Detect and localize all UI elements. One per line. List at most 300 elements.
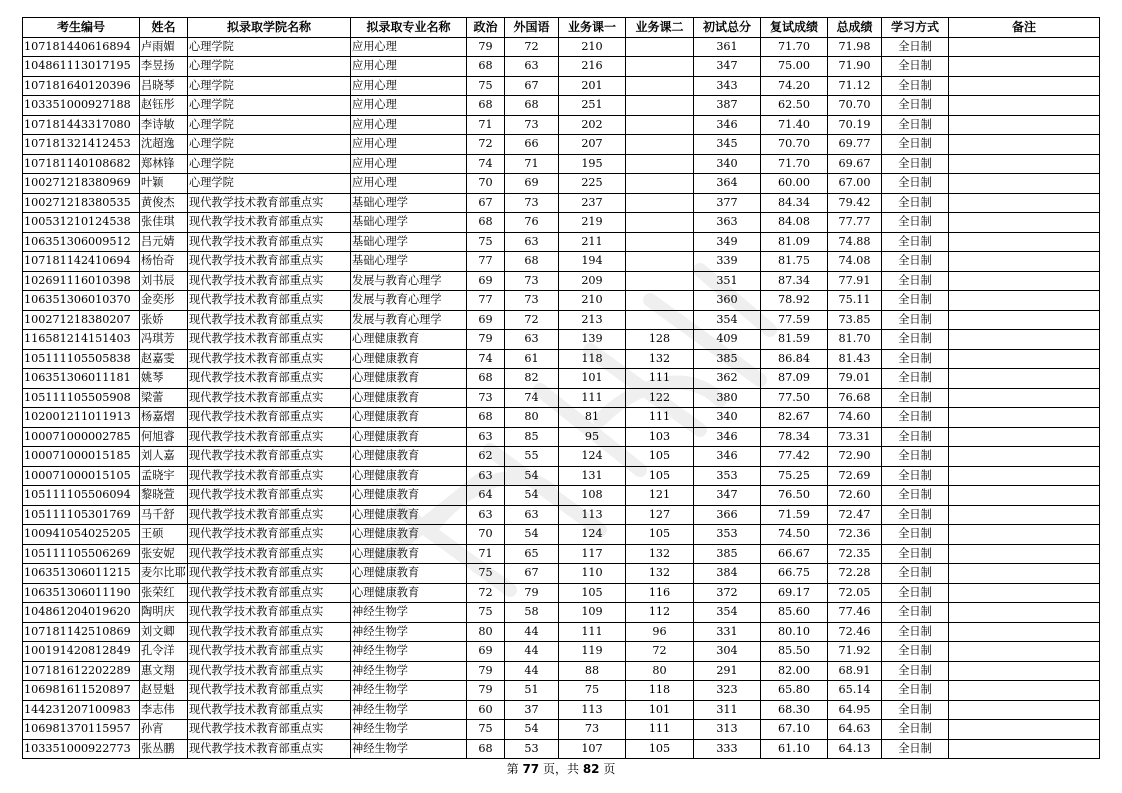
cell-retest-score: 82.00 — [761, 661, 828, 681]
cell-politics: 71 — [467, 544, 505, 564]
table-row — [23, 642, 1100, 662]
cell-politics: 68 — [467, 213, 505, 233]
cell-exam-id: 105111105301769 — [23, 505, 140, 525]
cell-exam-id: 144231207100983 — [23, 700, 140, 720]
cell-exam-id: 107181640120396 — [23, 76, 140, 96]
cell-prelim-total: 385 — [694, 544, 761, 564]
cell-prelim-total: 353 — [694, 466, 761, 486]
cell-name: 吕元婧 — [140, 232, 188, 252]
cell-name: 张娇 — [140, 310, 188, 330]
cell-total-score: 74.60 — [828, 408, 882, 428]
cell-politics: 74 — [467, 349, 505, 369]
cell-prelim-total: 351 — [694, 271, 761, 291]
cell-politics: 67 — [467, 193, 505, 213]
cell-remarks — [949, 193, 1100, 213]
cell-total-score: 76.68 — [828, 388, 882, 408]
cell-politics: 71 — [467, 115, 505, 135]
cell-major: 应用心理 — [351, 37, 467, 57]
cell-politics: 75 — [467, 232, 505, 252]
cell-study-mode: 全日制 — [882, 193, 949, 213]
cell-total-score: 77.77 — [828, 213, 882, 233]
cell-remarks — [949, 271, 1100, 291]
cell-study-mode: 全日制 — [882, 583, 949, 603]
cell-total-score: 72.47 — [828, 505, 882, 525]
cell-total-score: 73.85 — [828, 310, 882, 330]
cell-course-2 — [626, 193, 694, 213]
cell-college: 现代教学技术教育部重点实 — [188, 642, 351, 662]
cell-foreign-language: 53 — [505, 739, 559, 759]
cell-remarks — [949, 642, 1100, 662]
cell-total-score: 70.19 — [828, 115, 882, 135]
table-row — [23, 681, 1100, 701]
cell-politics: 73 — [467, 388, 505, 408]
cell-major: 心理健康教育 — [351, 427, 467, 447]
cell-exam-id: 106351306011190 — [23, 583, 140, 603]
cell-major: 心理健康教育 — [351, 486, 467, 506]
cell-major: 神经生物学 — [351, 700, 467, 720]
table-row — [23, 135, 1100, 155]
cell-retest-score: 71.70 — [761, 154, 828, 174]
cell-retest-score: 74.20 — [761, 76, 828, 96]
table-row — [23, 213, 1100, 233]
cell-course-1: 237 — [559, 193, 626, 213]
cell-college: 现代教学技术教育部重点实 — [188, 369, 351, 389]
cell-politics: 69 — [467, 271, 505, 291]
cell-prelim-total: 346 — [694, 115, 761, 135]
table-row — [23, 486, 1100, 506]
cell-remarks — [949, 174, 1100, 194]
cell-course-1: 251 — [559, 96, 626, 116]
cell-retest-score: 81.75 — [761, 252, 828, 272]
cell-prelim-total: 339 — [694, 252, 761, 272]
cell-total-score: 71.98 — [828, 37, 882, 57]
cell-foreign-language: 54 — [505, 720, 559, 740]
table-row — [23, 76, 1100, 96]
cell-total-score: 65.14 — [828, 681, 882, 701]
header-exam-id: 考生编号 — [23, 18, 140, 38]
table-row — [23, 349, 1100, 369]
cell-course-1: 210 — [559, 291, 626, 311]
cell-course-2: 122 — [626, 388, 694, 408]
cell-course-1: 113 — [559, 505, 626, 525]
cell-name: 李志伟 — [140, 700, 188, 720]
cell-prelim-total: 366 — [694, 505, 761, 525]
table-row — [23, 466, 1100, 486]
cell-course-1: 195 — [559, 154, 626, 174]
table-row — [23, 310, 1100, 330]
cell-study-mode: 全日制 — [882, 700, 949, 720]
cell-college: 现代教学技术教育部重点实 — [188, 330, 351, 350]
cell-foreign-language: 63 — [505, 232, 559, 252]
cell-college: 现代教学技术教育部重点实 — [188, 505, 351, 525]
cell-politics: 63 — [467, 427, 505, 447]
cell-study-mode: 全日制 — [882, 388, 949, 408]
cell-name: 张安妮 — [140, 544, 188, 564]
header-foreign-language: 外国语 — [505, 18, 559, 38]
cell-course-2: 116 — [626, 583, 694, 603]
cell-study-mode: 全日制 — [882, 369, 949, 389]
cell-name: 黎晓萱 — [140, 486, 188, 506]
cell-foreign-language: 82 — [505, 369, 559, 389]
cell-politics: 60 — [467, 700, 505, 720]
cell-major: 心理健康教育 — [351, 447, 467, 467]
cell-retest-score: 65.80 — [761, 681, 828, 701]
cell-remarks — [949, 622, 1100, 642]
cell-name: 赵嘉雯 — [140, 349, 188, 369]
cell-foreign-language: 54 — [505, 486, 559, 506]
cell-remarks — [949, 115, 1100, 135]
cell-course-2: 132 — [626, 544, 694, 564]
cell-college: 现代教学技术教育部重点实 — [188, 525, 351, 545]
cell-major: 神经生物学 — [351, 603, 467, 623]
cell-course-2 — [626, 271, 694, 291]
table-row — [23, 525, 1100, 545]
header-total-score: 总成绩 — [828, 18, 882, 38]
cell-retest-score: 71.70 — [761, 37, 828, 57]
cell-study-mode: 全日制 — [882, 349, 949, 369]
cell-college: 现代教学技术教育部重点实 — [188, 427, 351, 447]
cell-total-score: 72.46 — [828, 622, 882, 642]
cell-course-2 — [626, 135, 694, 155]
cell-college: 现代教学技术教育部重点实 — [188, 271, 351, 291]
cell-major: 基础心理学 — [351, 213, 467, 233]
cell-retest-score: 84.08 — [761, 213, 828, 233]
table-row — [23, 661, 1100, 681]
table-row — [23, 603, 1100, 623]
table-row — [23, 57, 1100, 77]
cell-course-2 — [626, 96, 694, 116]
cell-course-2: 105 — [626, 739, 694, 759]
cell-retest-score: 69.17 — [761, 583, 828, 603]
cell-major: 心理健康教育 — [351, 408, 467, 428]
cell-name: 金奕彤 — [140, 291, 188, 311]
cell-foreign-language: 69 — [505, 174, 559, 194]
cell-foreign-language: 54 — [505, 525, 559, 545]
cell-name: 王硕 — [140, 525, 188, 545]
cell-course-1: 211 — [559, 232, 626, 252]
cell-course-1: 108 — [559, 486, 626, 506]
cell-major: 神经生物学 — [351, 661, 467, 681]
cell-course-1: 202 — [559, 115, 626, 135]
cell-exam-id: 107181142510869 — [23, 622, 140, 642]
cell-retest-score: 78.92 — [761, 291, 828, 311]
cell-politics: 75 — [467, 720, 505, 740]
cell-total-score: 71.92 — [828, 642, 882, 662]
cell-exam-id: 105111105506094 — [23, 486, 140, 506]
cell-foreign-language: 73 — [505, 271, 559, 291]
cell-politics: 68 — [467, 739, 505, 759]
cell-remarks — [949, 544, 1100, 564]
table-row — [23, 505, 1100, 525]
cell-college: 现代教学技术教育部重点实 — [188, 583, 351, 603]
cell-major: 心理健康教育 — [351, 505, 467, 525]
cell-college: 现代教学技术教育部重点实 — [188, 213, 351, 233]
cell-politics: 74 — [467, 154, 505, 174]
cell-major: 神经生物学 — [351, 642, 467, 662]
cell-course-1: 207 — [559, 135, 626, 155]
cell-retest-score: 81.59 — [761, 330, 828, 350]
cell-name: 孟晓宇 — [140, 466, 188, 486]
cell-course-1: 194 — [559, 252, 626, 272]
cell-foreign-language: 74 — [505, 388, 559, 408]
cell-course-1: 124 — [559, 525, 626, 545]
cell-retest-score: 74.50 — [761, 525, 828, 545]
cell-prelim-total: 343 — [694, 76, 761, 96]
cell-politics: 72 — [467, 583, 505, 603]
cell-total-score: 67.00 — [828, 174, 882, 194]
cell-prelim-total: 354 — [694, 603, 761, 623]
cell-name: 刘书辰 — [140, 271, 188, 291]
cell-major: 基础心理学 — [351, 193, 467, 213]
cell-name: 李诗敏 — [140, 115, 188, 135]
cell-college: 现代教学技术教育部重点实 — [188, 564, 351, 584]
cell-name: 惠文翔 — [140, 661, 188, 681]
cell-major: 发展与教育心理学 — [351, 310, 467, 330]
cell-college: 心理学院 — [188, 37, 351, 57]
admission-table — [22, 17, 1100, 759]
cell-name: 孙宵 — [140, 720, 188, 740]
cell-prelim-total: 362 — [694, 369, 761, 389]
cell-politics: 79 — [467, 37, 505, 57]
cell-major: 神经生物学 — [351, 681, 467, 701]
header-course-2: 业务课二 — [626, 18, 694, 38]
table-row — [23, 232, 1100, 252]
cell-retest-score: 62.50 — [761, 96, 828, 116]
cell-exam-id: 105111105505838 — [23, 349, 140, 369]
cell-name: 张荣红 — [140, 583, 188, 603]
cell-exam-id: 100071000015185 — [23, 447, 140, 467]
cell-course-1: 216 — [559, 57, 626, 77]
header-course-1: 业务课一 — [559, 18, 626, 38]
cell-major: 发展与教育心理学 — [351, 271, 467, 291]
cell-foreign-language: 85 — [505, 427, 559, 447]
cell-college: 现代教学技术教育部重点实 — [188, 681, 351, 701]
cell-remarks — [949, 427, 1100, 447]
cell-total-score: 64.13 — [828, 739, 882, 759]
cell-exam-id: 100071000015105 — [23, 466, 140, 486]
cell-retest-score: 68.30 — [761, 700, 828, 720]
cell-study-mode: 全日制 — [882, 213, 949, 233]
cell-course-1: 81 — [559, 408, 626, 428]
cell-prelim-total: 304 — [694, 642, 761, 662]
header-politics: 政治 — [467, 18, 505, 38]
cell-politics: 75 — [467, 76, 505, 96]
cell-course-1: 110 — [559, 564, 626, 584]
cell-study-mode: 全日制 — [882, 76, 949, 96]
cell-major: 应用心理 — [351, 96, 467, 116]
header-study-mode: 学习方式 — [882, 18, 949, 38]
cell-course-2 — [626, 310, 694, 330]
cell-prelim-total: 346 — [694, 427, 761, 447]
cell-prelim-total: 347 — [694, 486, 761, 506]
cell-remarks — [949, 310, 1100, 330]
cell-politics: 68 — [467, 57, 505, 77]
cell-prelim-total: 409 — [694, 330, 761, 350]
cell-exam-id: 103351000922773 — [23, 739, 140, 759]
cell-foreign-language: 68 — [505, 96, 559, 116]
cell-retest-score: 71.40 — [761, 115, 828, 135]
cell-study-mode: 全日制 — [882, 154, 949, 174]
cell-total-score: 72.28 — [828, 564, 882, 584]
cell-major: 应用心理 — [351, 154, 467, 174]
cell-total-score: 81.70 — [828, 330, 882, 350]
cell-foreign-language: 73 — [505, 193, 559, 213]
table-row — [23, 720, 1100, 740]
table-row — [23, 544, 1100, 564]
cell-politics: 79 — [467, 330, 505, 350]
cell-total-score: 75.11 — [828, 291, 882, 311]
cell-politics: 77 — [467, 291, 505, 311]
cell-remarks — [949, 447, 1100, 467]
cell-name: 杨怡奇 — [140, 252, 188, 272]
cell-study-mode: 全日制 — [882, 486, 949, 506]
cell-total-score: 64.95 — [828, 700, 882, 720]
table-row — [23, 564, 1100, 584]
cell-name: 姚琴 — [140, 369, 188, 389]
header-prelim-total: 初试总分 — [694, 18, 761, 38]
cell-exam-id: 102691116010398 — [23, 271, 140, 291]
cell-college: 现代教学技术教育部重点实 — [188, 408, 351, 428]
cell-total-score: 69.67 — [828, 154, 882, 174]
table-row — [23, 96, 1100, 116]
cell-college: 心理学院 — [188, 76, 351, 96]
cell-retest-score: 67.10 — [761, 720, 828, 740]
cell-name: 郑林锋 — [140, 154, 188, 174]
cell-college: 现代教学技术教育部重点实 — [188, 447, 351, 467]
table-row — [23, 408, 1100, 428]
cell-retest-score: 86.84 — [761, 349, 828, 369]
cell-remarks — [949, 408, 1100, 428]
cell-retest-score: 61.10 — [761, 739, 828, 759]
page-footer — [0, 760, 1122, 777]
cell-course-2 — [626, 291, 694, 311]
cell-exam-id: 116581214151403 — [23, 330, 140, 350]
cell-college: 现代教学技术教育部重点实 — [188, 466, 351, 486]
cell-course-2: 128 — [626, 330, 694, 350]
cell-remarks — [949, 603, 1100, 623]
cell-college: 心理学院 — [188, 174, 351, 194]
cell-college: 心理学院 — [188, 135, 351, 155]
cell-remarks — [949, 232, 1100, 252]
cell-foreign-language: 71 — [505, 154, 559, 174]
cell-prelim-total: 361 — [694, 37, 761, 57]
cell-course-2 — [626, 213, 694, 233]
header-row — [23, 18, 1100, 38]
cell-foreign-language: 66 — [505, 135, 559, 155]
cell-major: 心理健康教育 — [351, 388, 467, 408]
cell-total-score: 77.91 — [828, 271, 882, 291]
cell-course-2 — [626, 37, 694, 57]
cell-course-1: 119 — [559, 642, 626, 662]
cell-total-score: 68.91 — [828, 661, 882, 681]
cell-study-mode: 全日制 — [882, 37, 949, 57]
cell-study-mode: 全日制 — [882, 466, 949, 486]
cell-course-2 — [626, 115, 694, 135]
cell-exam-id: 107181443317080 — [23, 115, 140, 135]
cell-college: 心理学院 — [188, 57, 351, 77]
cell-name: 黄俊杰 — [140, 193, 188, 213]
cell-politics: 75 — [467, 603, 505, 623]
cell-total-score: 71.90 — [828, 57, 882, 77]
footer-page-total: 82 — [582, 762, 600, 776]
cell-exam-id: 107181140108682 — [23, 154, 140, 174]
cell-name: 赵昱魁 — [140, 681, 188, 701]
cell-study-mode: 全日制 — [882, 720, 949, 740]
cell-total-score: 74.08 — [828, 252, 882, 272]
cell-name: 叶颖 — [140, 174, 188, 194]
cell-foreign-language: 68 — [505, 252, 559, 272]
cell-study-mode: 全日制 — [882, 544, 949, 564]
cell-exam-id: 100071000002785 — [23, 427, 140, 447]
cell-retest-score: 71.59 — [761, 505, 828, 525]
cell-retest-score: 80.10 — [761, 622, 828, 642]
footer-middle: 页，共 — [542, 762, 579, 776]
cell-course-1: 131 — [559, 466, 626, 486]
cell-retest-score: 77.50 — [761, 388, 828, 408]
table-row — [23, 330, 1100, 350]
cell-course-1: 219 — [559, 213, 626, 233]
cell-foreign-language: 65 — [505, 544, 559, 564]
cell-foreign-language: 44 — [505, 661, 559, 681]
cell-name: 张丛鹏 — [140, 739, 188, 759]
cell-remarks — [949, 661, 1100, 681]
cell-college: 现代教学技术教育部重点实 — [188, 388, 351, 408]
cell-foreign-language: 37 — [505, 700, 559, 720]
cell-total-score: 72.60 — [828, 486, 882, 506]
cell-prelim-total: 345 — [694, 135, 761, 155]
cell-prelim-total: 323 — [694, 681, 761, 701]
cell-foreign-language: 44 — [505, 622, 559, 642]
cell-retest-score: 75.00 — [761, 57, 828, 77]
cell-exam-id: 106351306011215 — [23, 564, 140, 584]
cell-name: 刘文卿 — [140, 622, 188, 642]
cell-remarks — [949, 720, 1100, 740]
cell-remarks — [949, 505, 1100, 525]
cell-course-1: 201 — [559, 76, 626, 96]
cell-total-score: 77.46 — [828, 603, 882, 623]
cell-total-score: 74.88 — [828, 232, 882, 252]
cell-foreign-language: 51 — [505, 681, 559, 701]
cell-total-score: 72.36 — [828, 525, 882, 545]
footer-prefix: 第 — [506, 762, 519, 776]
cell-prelim-total: 377 — [694, 193, 761, 213]
cell-major: 心理健康教育 — [351, 369, 467, 389]
cell-retest-score: 77.42 — [761, 447, 828, 467]
cell-course-1: 88 — [559, 661, 626, 681]
cell-prelim-total: 347 — [694, 57, 761, 77]
cell-college: 现代教学技术教育部重点实 — [188, 252, 351, 272]
cell-college: 心理学院 — [188, 96, 351, 116]
cell-exam-id: 100271218380969 — [23, 174, 140, 194]
cell-course-2: 105 — [626, 466, 694, 486]
cell-course-2: 111 — [626, 369, 694, 389]
cell-name: 梁蕾 — [140, 388, 188, 408]
cell-foreign-language: 61 — [505, 349, 559, 369]
cell-study-mode: 全日制 — [882, 96, 949, 116]
cell-exam-id: 100271218380535 — [23, 193, 140, 213]
cell-course-1: 109 — [559, 603, 626, 623]
cell-remarks — [949, 564, 1100, 584]
cell-prelim-total: 354 — [694, 310, 761, 330]
cell-remarks — [949, 466, 1100, 486]
table-row — [23, 427, 1100, 447]
cell-retest-score: 66.67 — [761, 544, 828, 564]
cell-politics: 64 — [467, 486, 505, 506]
cell-remarks — [949, 525, 1100, 545]
cell-foreign-language: 63 — [505, 505, 559, 525]
cell-course-2: 121 — [626, 486, 694, 506]
cell-course-2: 132 — [626, 564, 694, 584]
